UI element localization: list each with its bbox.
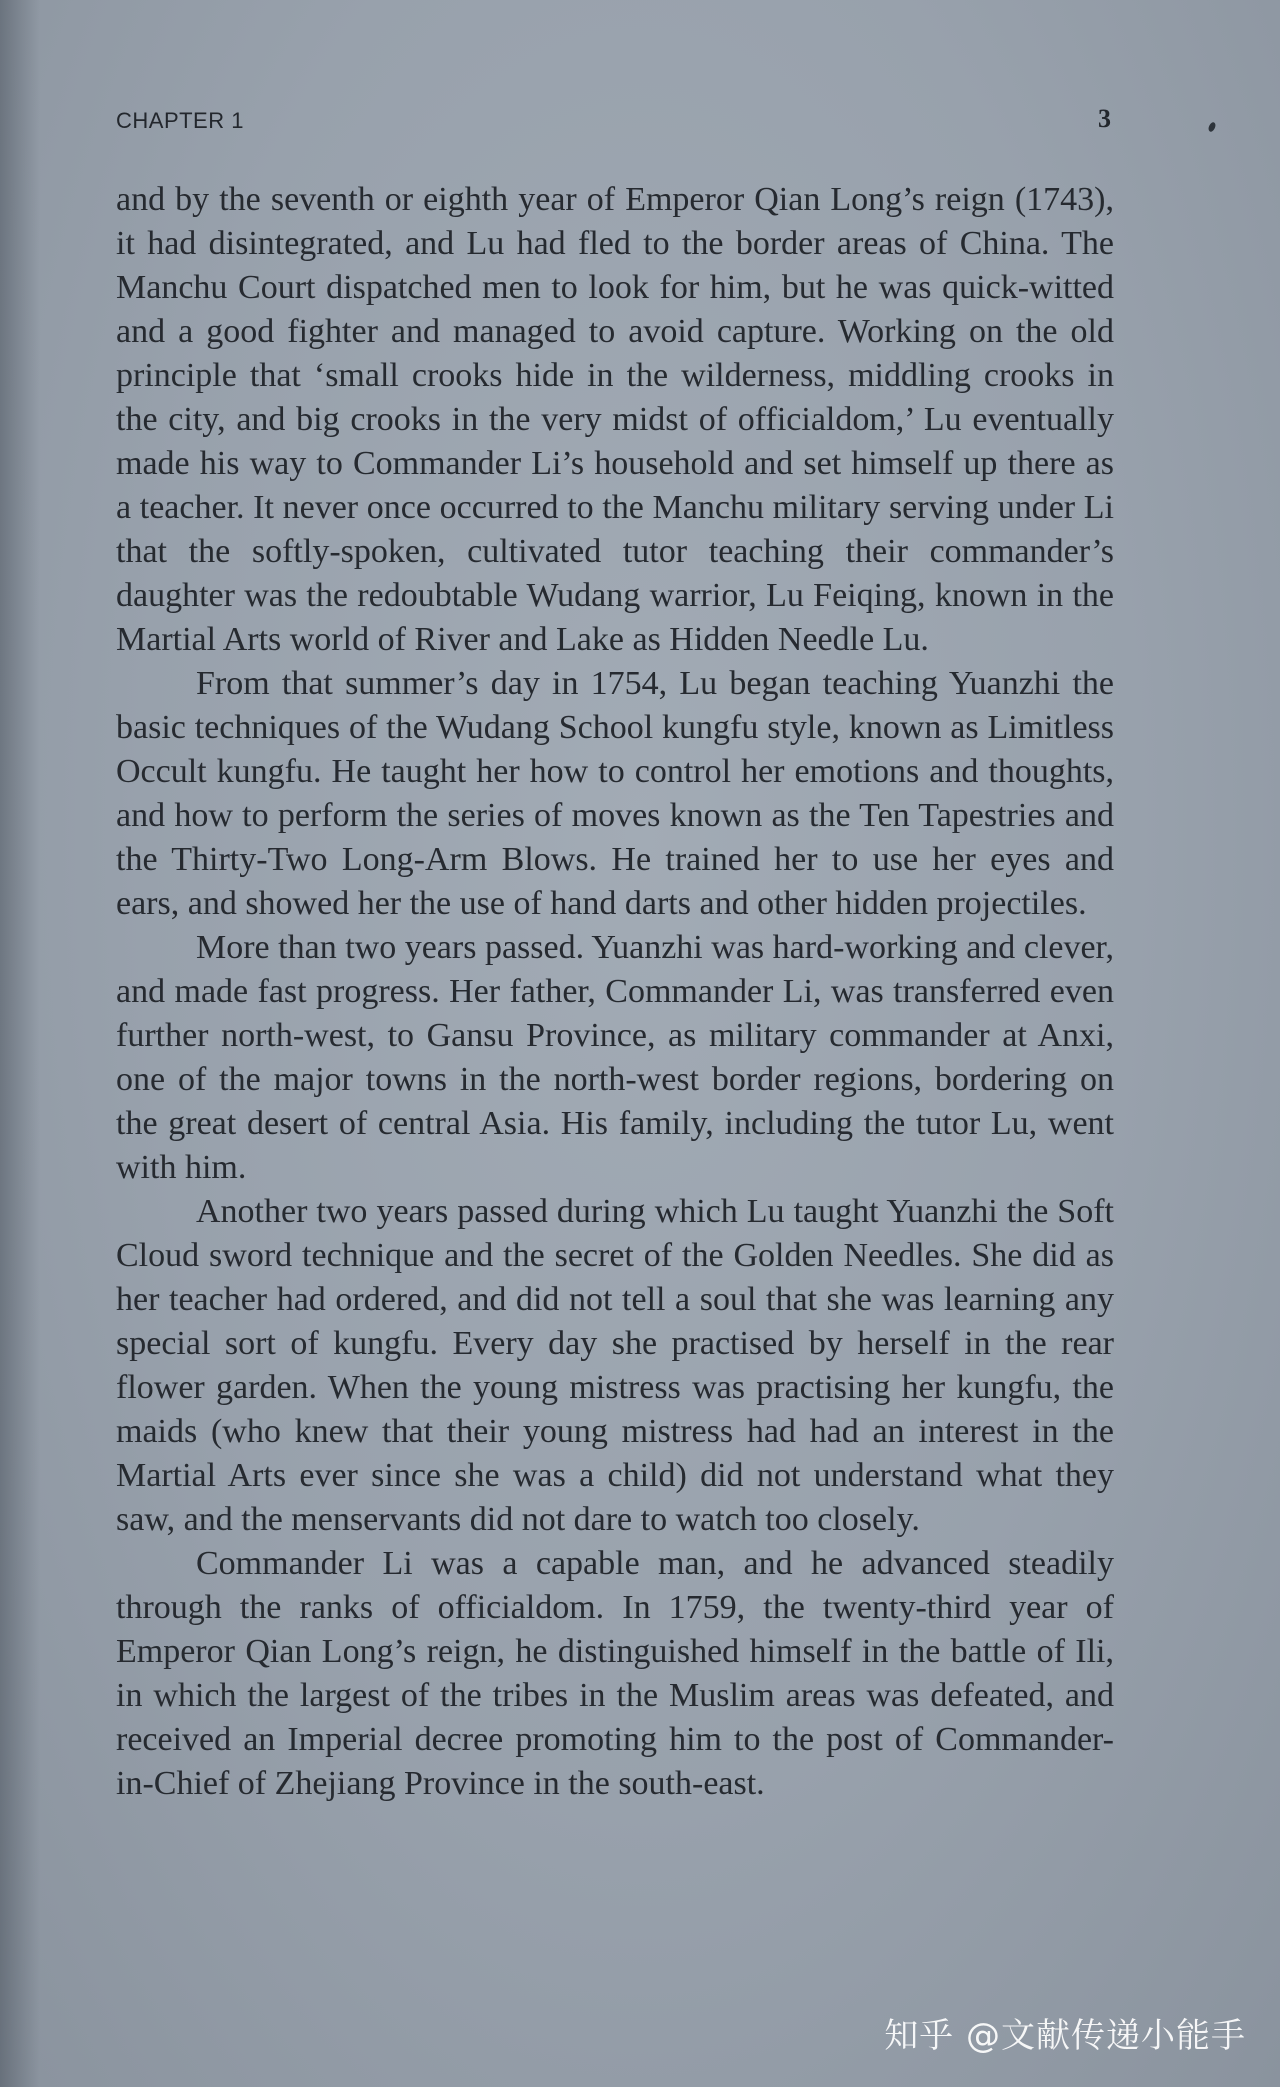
paragraph: and by the seventh or eighth year of Emperor Qian Long’s reign (1743), it had disintegrated, and Lu had fled to the border areas of China. The Manchu Court dispatched men to look for him, but he was quick-witted and a good fighter and managed to avoid capture. Working on the old principle that ‘small crooks hide in the wilderness, middling crooks in the city, and big crooks in the very midst of officialdom,’ Lu eventually made his way to Commander Li’s household and set himself up there as a teacher. It never once occurred to the Manchu military serving under Li that the softly-spoken, cultivated tutor teaching their commander’s daughter was the redoubtable Wudang warrior, Lu Feiqing, known in the Martial Arts world of River and Lake as Hidden Needle Lu. [116,181,1114,658]
body-text [116,178,1114,1806]
zhihu-watermark: 知乎 @文献传递小能手 [884,2016,1246,2056]
paragraph: Commander Li was a capable man, and he advanced steadily through the ranks of officialdom. In 1759, the twenty-third year of Emperor Qian Long’s reign, he distinguished himself in the battle of Ili, in which the largest of the tribes in the Muslim areas was defeated, and received an Imperial decree promoting him to the post of Commander-in-Chief of Zhejiang Province in the south-east. [116,1545,1114,1802]
paragraph: Another two years passed during which Lu taught Yuanzhi the Soft Cloud sword technique and the secret of the Golden Needles. She did as her teacher had ordered, and did not tell a soul that she was learning any special sort of kungfu. Every day she practised by herself in the rear flower garden. When the young mistress was practising her kungfu, the maids (who knew that their young mistress had had an interest in the Martial Arts ever since she was a child) did not understand what they saw, and the menservants did not dare to watch too closely. [116,1193,1114,1538]
chapter-heading: CHAPTER 1 [116,108,244,133]
page-number: 3 [1098,104,1111,133]
ink-speck [1207,121,1217,133]
paragraph: From that summer’s day in 1754, Lu began teaching Yuanzhi the basic techniques of the Wudang School kungfu style, known as Limitless Occult kungfu. He taught her how to control her emotions and thoughts, and how to perform the series of moves known as the Ten Tapestries and the Thirty-Two Long-Arm Blows. He trained her to use her eyes and ears, and showed her the use of hand darts and other hidden projectiles. [116,665,1114,922]
paragraph: More than two years passed. Yuanzhi was hard-working and clever, and made fast progress. Her father, Commander Li, was transferred even further north-west, to Gansu Province, as military commander at Anxi, one of the major towns in the north-west border regions, bordering on the great desert of central Asia. His family, including the tutor Lu, went with him. [116,929,1114,1186]
